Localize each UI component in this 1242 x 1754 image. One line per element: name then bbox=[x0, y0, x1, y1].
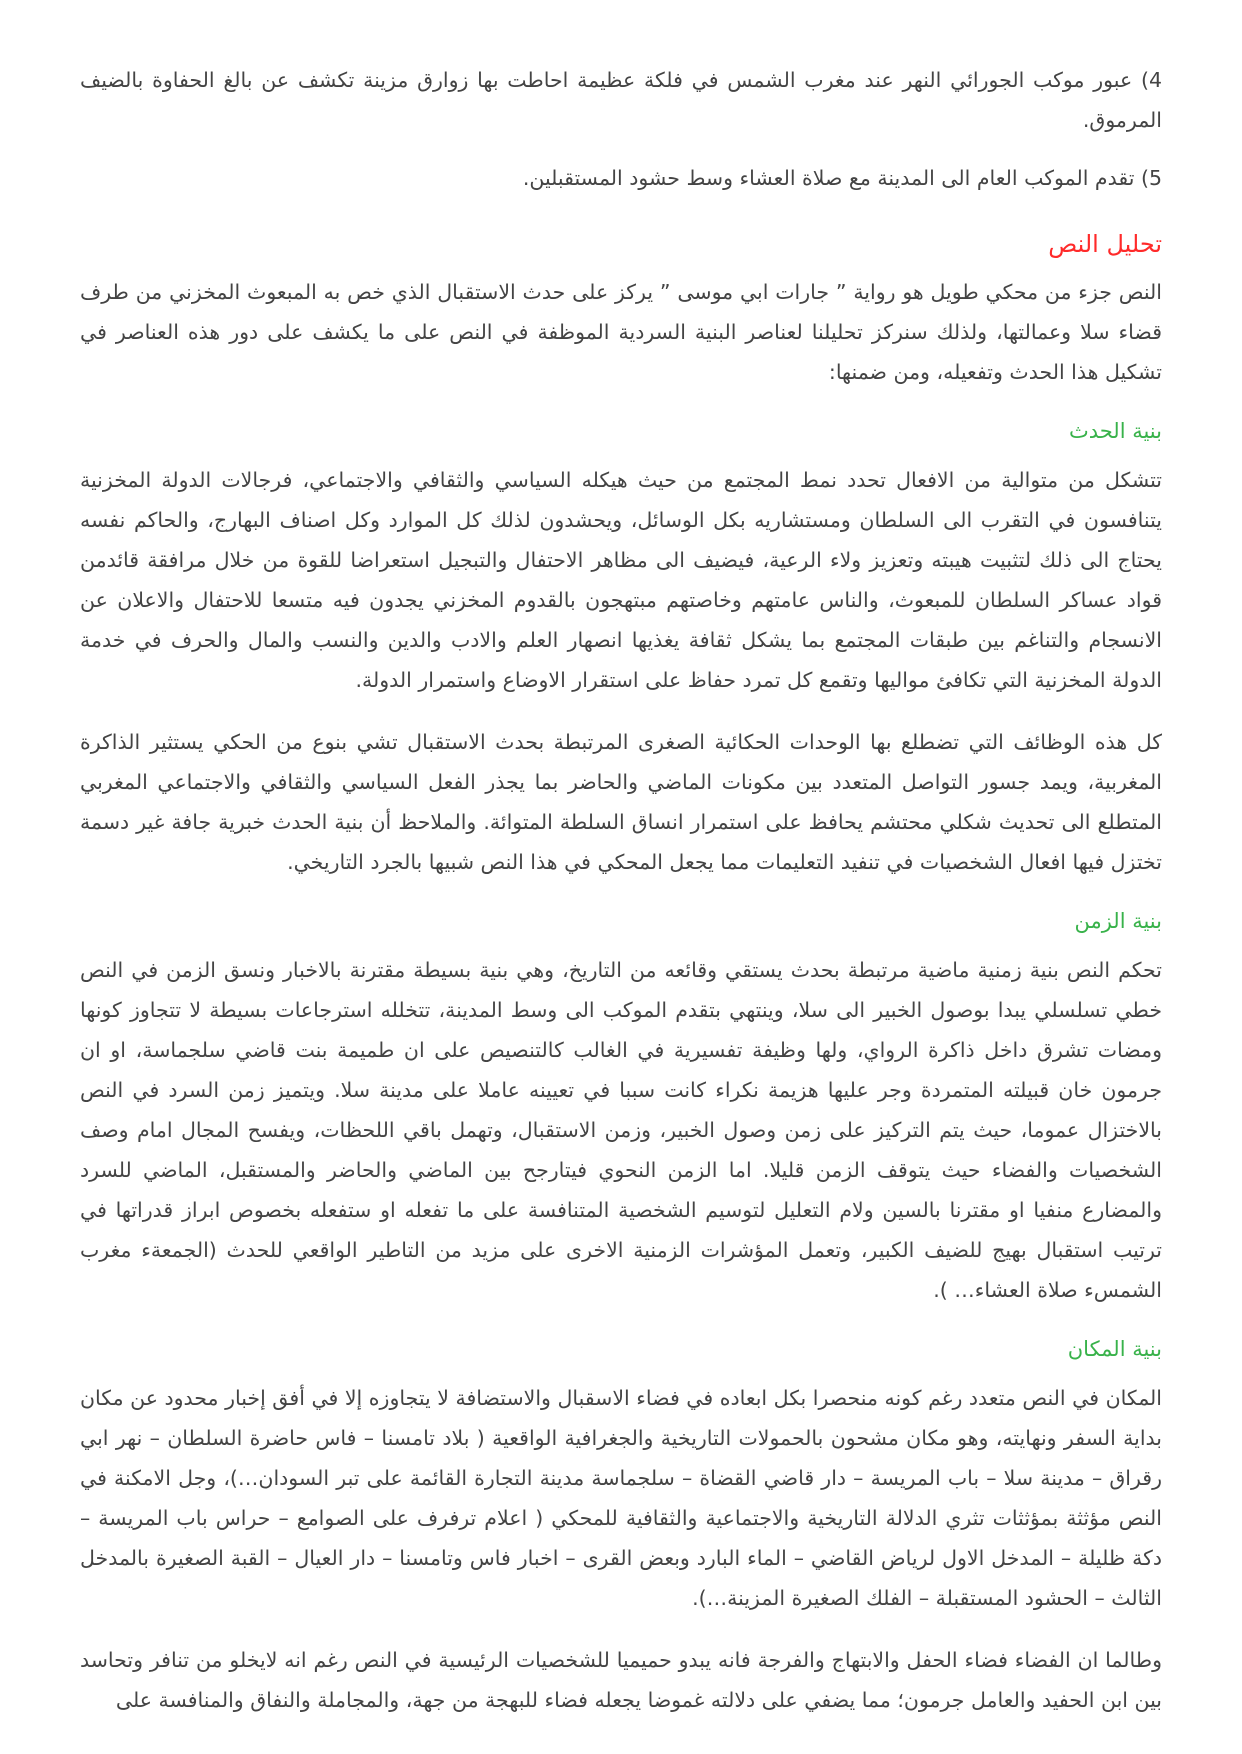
event-structure-paragraph-2: كل هذه الوظائف التي تضطلع بها الوحدات الحكائية الصغرى المرتبطة بحدث الاستقبال تشي بنوع من الحكي يستثير الذاكرة المغربية، ويمد جسور التواصل المتعدد بين مكونات الماضي والحاضر بما يجذر الفعل السياسي والثقافي والاجتماعي المغربي المتطلع الى تحديث شكلي محتشم يحافظ على استمرار انساق السلطة المتوائة. والملاحظ أن بنية الحدث خبرية جافة غير دسمة تختزل فيها افعال الشخصيات في تنفيد التعليمات مما يجعل المحكي في هذا النص شبيها بالجرد التاريخي. bbox=[80, 730, 1162, 874]
place-structure-paragraph-2: وطالما ان الفضاء فضاء الحفل والابتهاج والفرجة فانه يبدو حميميا للشخصيات الرئيسية في النص رغم انه لايخلو من تنافر وتحاسد بين ابن الحفيد والعامل جرمون؛ مما يضفي على دلالته غموضا يجعله فضاء للبهجة من جهة، والمجاملة والنفاق والمنافسة على bbox=[80, 1648, 1162, 1712]
subsection-title-event-structure: بنية الحدث bbox=[1068, 419, 1162, 443]
subsection-title-place-structure: بنية المكان bbox=[1067, 1337, 1162, 1361]
time-structure-paragraph: تحكم النص بنية زمنية ماضية مرتبطة بحدث يستقي وقائعه من التاريخ، وهي بنية بسيطة مقترنة بالاخبار ونسق الزمن في النص خطي تسلسلي يبدا بوصول الخبير الى سلا، وينتهي بتقدم الموكب الى وسط المدينة، تتخلله استرجاعات بسيطة لا تتجاوز كونها ومضات تشرق داخل ذاكرة الرواي، ولها وظيفة تفسيرية في الغالب كالتنصيص على ان طميمة بنت قاضي سلجماسة، او ان جرمون خان قبيلته المتمردة وجر عليها هزيمة نكراء كانت سببا في تعيينه عاملا على مدينة سلا. ويتميز زمن السرد في النص بالاختزال عموما، حيث يتم التركيز على زمن وصول الخبير، وزمن الاستقبال، وتهمل باقي اللحظات، ويفسح المجال امام وصف الشخصيات والفضاء حيث يتوقف الزمن قليلا. اما الزمن النحوي فيتارجح بين الماضي والحاضر والمستقبل، الماضي للسرد والمضارع منفيا او مقترنا بالسين ولام التعليل لتوسيم الشخصية المتنافسة على ما تفعله او ستفعله بخصوص ابراز قدراتها في ترتيب استقبال بهيج للضيف الكبير، وتعمل المؤشرات الزمنية الاخرى على مزيد من التاطير الواقعي للحدث (الجمعةء مغرب الشمسء صلاة العشاء… ). bbox=[80, 958, 1162, 1302]
subsection-title-time-structure: بنية الزمن bbox=[1074, 909, 1162, 933]
analysis-intro-paragraph: النص جزء من محكي طويل هو رواية ” جارات ابي موسى ” يركز على حدث الاستقبال الذي خص به المبعوث المخزني من طرف قضاء سلا وعمالتها، ولذلك سنركز تحليلنا لعناصر البنية السردية الموظفة في النص على ما يكشف على دور هذه العناصر في تشكيل هذا الحدث وتفعيله، ومن ضمنها: bbox=[80, 280, 1162, 384]
section-title-text-analysis: تحليل النص bbox=[1048, 230, 1162, 258]
list-item-4: 4) عبور موكب الجورائي النهر عند مغرب الشمس في فلكة عظيمة احاطت بها زوارق مزينة تكشف عن بالغ الحفاوة بالضيف المرموق. bbox=[80, 68, 1162, 132]
list-item-5: 5) تقدم الموكب العام الى المدينة مع صلاة العشاء وسط حشود المستقبلين. bbox=[522, 166, 1162, 190]
place-structure-paragraph-1: المكان في النص متعدد رغم كونه منحصرا بكل ابعاده في فضاء الاسقبال والاستضافة لا يتجاوزه إلا في أفق إخبار محدود عن مكان بداية السفر ونهايته، وهو مكان مشحون بالحمولات التاريخية والجغرافية الواقعية ( بلاد تامسنا – فاس حاضرة السلطان – نهر ابي رقراق – مدينة سلا – باب المريسة – دار قاضي القضاة – سلجماسة مدينة التجارة القائمة على تبر السودان…)، وجل الامكنة في النص مؤثثة بمؤثثات تثري الدلالة التاريخية والاجتماعية والثقافية للمحكي ( اعلام ترفرف على الصوامع – حراس باب المريسة – دكة ظليلة – المدخل الاول لرياض القاضي – الماء البارد وبعض القرى – اخبار فاس وتامسنا – دار العيال – القبة الصغيرة بالمدخل الثالث – الحشود المستقبلة – الفلك الصغيرة المزينة…). bbox=[80, 1386, 1162, 1610]
event-structure-paragraph-1: تتشكل من متوالية من الافعال تحدد نمط المجتمع من حيث هيكله السياسي والثقافي والاجتماعي، فرجالات الدولة المخزنية يتنافسون في التقرب الى السلطان ومستشاريه بكل الوسائل، ويحشدون لذلك كل الموارد وكل اصناف البهارج، والحاكم نفسه يحتاج الى ذلك لتثبيت هيبته وتعزيز ولاء الرعية، فيضيف الى مظاهر الاحتفال والتبجيل استعراضا للقوة من خلال مرافقة قائدمن قواد عساكر السلطان للمبعوث، والناس عامتهم وخاصتهم مبتهجون بالقدوم المخزني يجدون فيه متسعا للاحتفال والاعلان عن الانسجام والتناغم بين طبقات المجتمع بما يشكل ثقافة يغذيها انصهار العلم والادب والدين والنسب والمال والحرف في خدمة الدولة المخزنية التي تكافئ مواليها وتقمع كل تمرد حفاظ على استقرار الاوضاع واستمرار الدولة. bbox=[80, 468, 1162, 692]
